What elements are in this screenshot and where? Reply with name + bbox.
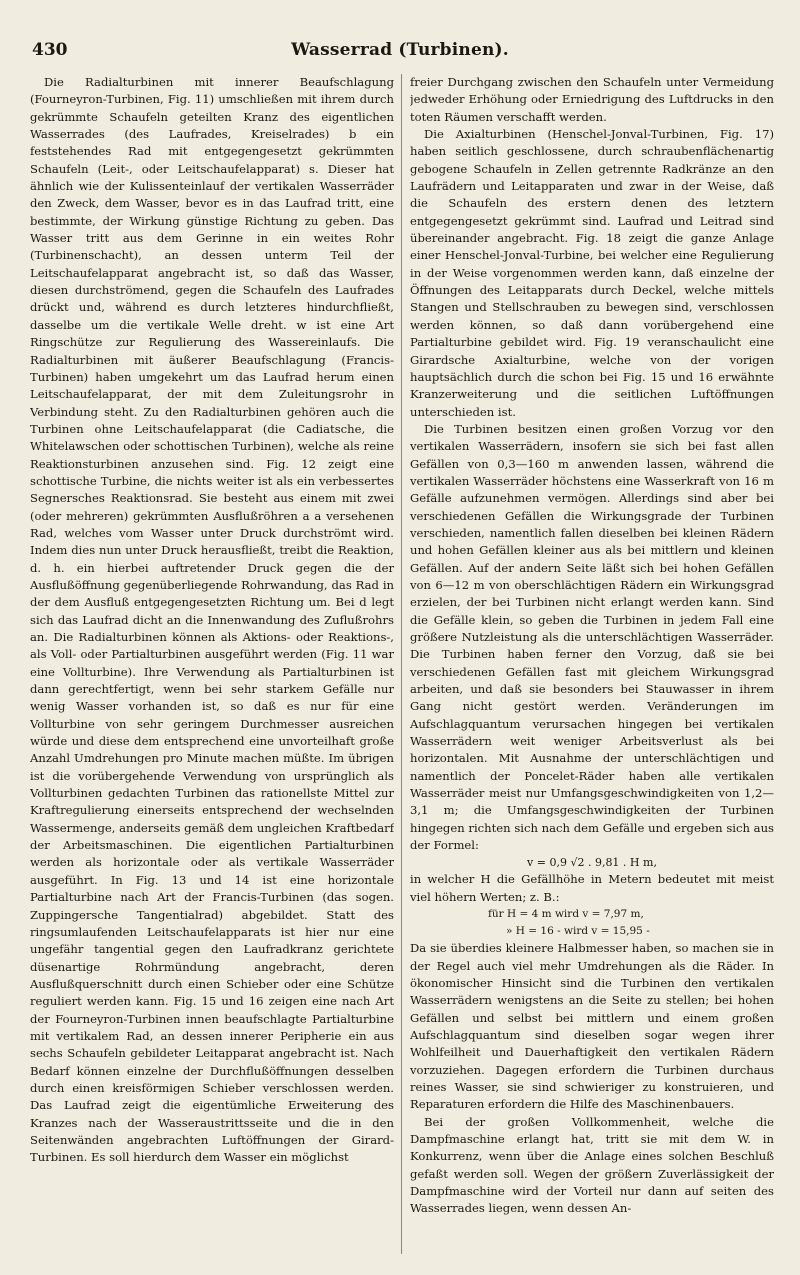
formula: v = 0,9 √2 . 9,81 . H m, bbox=[527, 856, 657, 870]
text-columns bbox=[30, 74, 774, 1259]
column-divider bbox=[401, 74, 402, 1254]
paragraph-formula-explanation: in welcher H die Gefällhöhe in Metern bedeutet mit meist viel höhern Werten; z. B.: bbox=[410, 872, 774, 904]
example-row-1: für H = 4 m wird v = 7,97 m, bbox=[488, 908, 644, 921]
paragraph-axialturbinen: Die Axialturbinen (Henschel-Jonval-Turbinen, Fig. 17) haben seitlich geschlossene, durch schraubenflächenartig gebogene Schaufeln in Zellen getrennte Radkränze an den Laufrädern und Leitapparaten und zwar in der Weise, daß die Schaufeln des erstern denen des letztern entgegengesetzt gekrümmt sind. Laufrad und Leitrad sind übereinander angebracht. Fig. 18 zeigt die ganze Anlage einer Henschel-Jonval-Turbine, bei welcher eine Regulierung in der Weise vorgenommen werden kann, daß einzelne der Öffnungen des Leitapparats durch Deckel, welche mittels Stangen und Stellschrauben zu bewegen sind, verschlossen werden können, so daß dann vorübergehend eine Partialturbine gebildet wird. Fig. 19 veranschaulicht eine Girardsche Axialturbine, welche von der vorigen hauptsächlich durch die schon bei Fig. 15 und 16 erwähnte Kranzerweiterung und die seitlichen Luftöffnungen unterschieden ist. bbox=[410, 127, 774, 419]
paragraph-continued: freier Durchgang zwischen den Schaufeln unter Vermeidung jedweder Erhöhung oder Erniedrigung des Luftdrucks in den toten Räumen verschafft werden. bbox=[410, 75, 774, 124]
example-row-2: » H = 16 - wird v = 15,95 - bbox=[506, 925, 650, 938]
page-header bbox=[30, 40, 770, 66]
paragraph-vorzug: Die Turbinen besitzen einen großen Vorzug vor den vertikalen Wasserrädern, insofern sie sich bei fast allen Gefällen von 0,3—160 m anwenden lassen, während die vertikalen Wasserräder höchstens eine Wasserkraft von 16 m Gefälle aufzunehmen vermögen. Allerdings sind aber bei verschiedenen Gefällen die Wirkungsgrade der Turbinen verschieden, namentlich fallen dieselben bei kleinen Rädern und hohen Gefällen kleiner aus als bei mittlern und kleinen Gefällen. Auf der andern Seite läßt sich bei hohen Gefällen von 6—12 m von oberschlächtigen Rädern ein Wirkungsgrad erzielen, der bei Turbinen nicht erlangt werden kann. Sind die Gefälle klein, so geben die Turbinen in jedem Fall eine größere Nutzleistung als die unterschlächtigen Wasserräder. Die Turbinen haben ferner den Vorzug, daß sie bei verschiedenen Gefällen fast mit gleichem Wirkungsgrad arbeiten, und daß sie besonders bei Stauwasser in ihrem Gang nicht gestört werden. Veränderungen im Aufschlagquantum verursachen hingegen bei vertikalen Wasserrädern weit weniger Arbeitsverlust als bei horizontalen. Mit Ausnahme der unterschlächtigen und namentlich der Poncelet-Räder haben alle vertikalen Wasserräder meist nur Umfangsgeschwindigkeiten von 1,2—3,1 m; die Umfangsgeschwindigkeiten der Turbinen hingegen richten sich nach dem Gefälle und ergeben sich aus der Formel: bbox=[410, 421, 774, 853]
page-number: 430 bbox=[32, 40, 68, 60]
left-column bbox=[30, 74, 394, 1259]
paragraph-dampfmaschine: Bei der großen Vollkommenheit, welche die Dampfmaschine erlangt hat, tritt sie mit dem W. in Konkurrenz, wenn über die Anlage eines solchen Beschluß gefaßt werden soll. Wegen der größern Zuverlässigkeit der Dampfmaschine wird der Vorteil nur dann auf seiten des Wasserrades liegen, wenn dessen An- bbox=[410, 1114, 774, 1216]
paragraph-halbmesser: Da sie überdies kleinere Halbmesser haben, so machen sie in der Regel auch viel mehr Umdrehungen als die Räder. In ökonomischer Hinsicht sind die Turbinen den vertikalen Wasserrädern wenigstens an die Seite zu stellen; bei hohen Gefällen und selbst bei mittlern und einem großen Aufschlagquantum sind dieselben sogar wegen ihrer Wohlfeilheit und Dauerhaftigkeit den vertikalen Rädern vorzuziehen. Dagegen erfordern die Turbinen durchaus reines Wasser, sie sind schwieriger zu konstruieren, und Reparaturen erfordern die Hilfe des Maschinenbauers. bbox=[410, 941, 774, 1112]
running-head: Wasserrad (Turbinen). bbox=[291, 40, 509, 60]
right-column bbox=[410, 74, 774, 1259]
paragraph-radialturbinen: Die Radialturbinen mit innerer Beaufschlagung (Fourneyron-Turbinen, Fig. 11) umschließen mit ihrem durch gekrümmte Schaufeln geteilten Kranz des eigentlichen Wasserrades (des Laufrades, Kreiselrades) b ein feststehendes Rad mit entgegengesetzt gekrümmten Schaufeln (Leit-, oder Leitschaufelapparat) s. Dieser hat ähnlich wie der Kulissenteinlauf der vertikalen Wasserräder den Zweck, dem Wasser, bevor es in das Laufrad tritt, eine bestimmte, der Wirkung günstige Richtung zu geben. Das Wasser tritt aus dem Gerinne in ein weites Rohr (Turbinenschacht), an dessen unterm Teil der Leitschaufelapparat angebracht ist, so daß das Wasser, diesen durchströmend, gegen die Schaufeln des Laufrades drückt und, während es durch letzteres hindurchfließt, dasselbe um die vertikale Welle dreht. w ist eine Art Ringschütze zur Regulierung des Wassereinlaufs. Die Radialturbinen mit äußerer Beaufschlagung (Francis-Turbinen) haben umgekehrt um das Laufrad herum einen Leitschaufelapparat, der mit dem Zuleitungsrohr in Verbindung steht. Zu den Radialturbinen gehören auch die Turbinen ohne Leitschaufelapparat (die Cadiatsche, die Whitelawschen oder schottischen Turbinen), welche als reine Reaktionsturbinen anzusehen sind. Fig. 12 zeigt eine schottische Turbine, die nichts weiter ist als ein verbessertes Segnersches Reaktionsrad. Sie besteht aus einem mit zwei (oder mehreren) gekrümmten Ausflußröhren a a versehenen Rad, welches vom Wasser unter Druck durchströmt wird. Indem dies nun unter Druck herausfließt, treibt die Reaktion, d. h. ein hierbei auftretender Druck gegen die der Ausflußöffnung gegenüberliegende Rohrwandung, das Rad in der dem Ausfluß entgegengesetzten Richtung um. Bei d legt sich das Laufrad dicht an die Innenwandung des Zuflußrohrs an. Die Radialturbinen können als Aktions- oder Reaktions-, als Voll- oder Partialturbinen ausgeführt werden (Fig. 11 war eine Vollturbine). Ihre Verwendung als Partialturbinen ist dann gerechtfertigt, wenn bei sehr starkem Gefälle nur wenig Wasser vorhanden ist, so daß es nur für eine Vollturbine von sehr geringem Durchmesser ausreichen würde und diese dem entsprechend eine unvorteilhaft große Anzahl Umdrehungen pro Minute machen müßte. Im übrigen ist die vorübergehende Verwendung von ursprünglich als Vollturbinen gedachten Turbinen das rationellste Mittel zur Kraftregulierung einerseits entsprechend der wechselnden Wassermenge, anderseits gemäß dem ungleichen Kraftbedarf der Arbeitsmaschinen. Die eigentlichen Partialturbinen werden als horizontale oder als vertikale Wasserräder ausgeführt. In Fig. 13 und 14 ist eine horizontale Partialturbine nach Art der Francis-Turbinen (das sogen. Zuppingersche Tangentialrad) abgebildet. Statt des ringsumlaufenden Leitschaufelapparats ist hier nur eine ungefähr tangential gegen den Laufradkranz gerichtete düsenartige Rohrmündung angebracht, deren Ausflußquerschnitt durch einen Schieber oder eine Schütze reguliert werden kann. Fig. 15 und 16 zeigen eine nach Art der Fourneyron-Turbinen innen beaufschlagte Partialturbine mit vertikalem Rad, an dessen innerer Peripherie ein aus sechs Schaufeln gebildeter Leitapparat angebracht ist. Nach Bedarf können einzelne der Durchflußöffnungen desselben durch einen kreisförmigen Schieber verschlossen werden. Das Laufrad zeigt die eigentümliche Erweiterung des Kranzes nach der Wasseraustrittsseite und die in den Seitenwänden angebrachten Luftöffnungen der Girard-Turbinen. Es soll hierdurch dem Wasser ein möglichst bbox=[30, 75, 394, 1165]
